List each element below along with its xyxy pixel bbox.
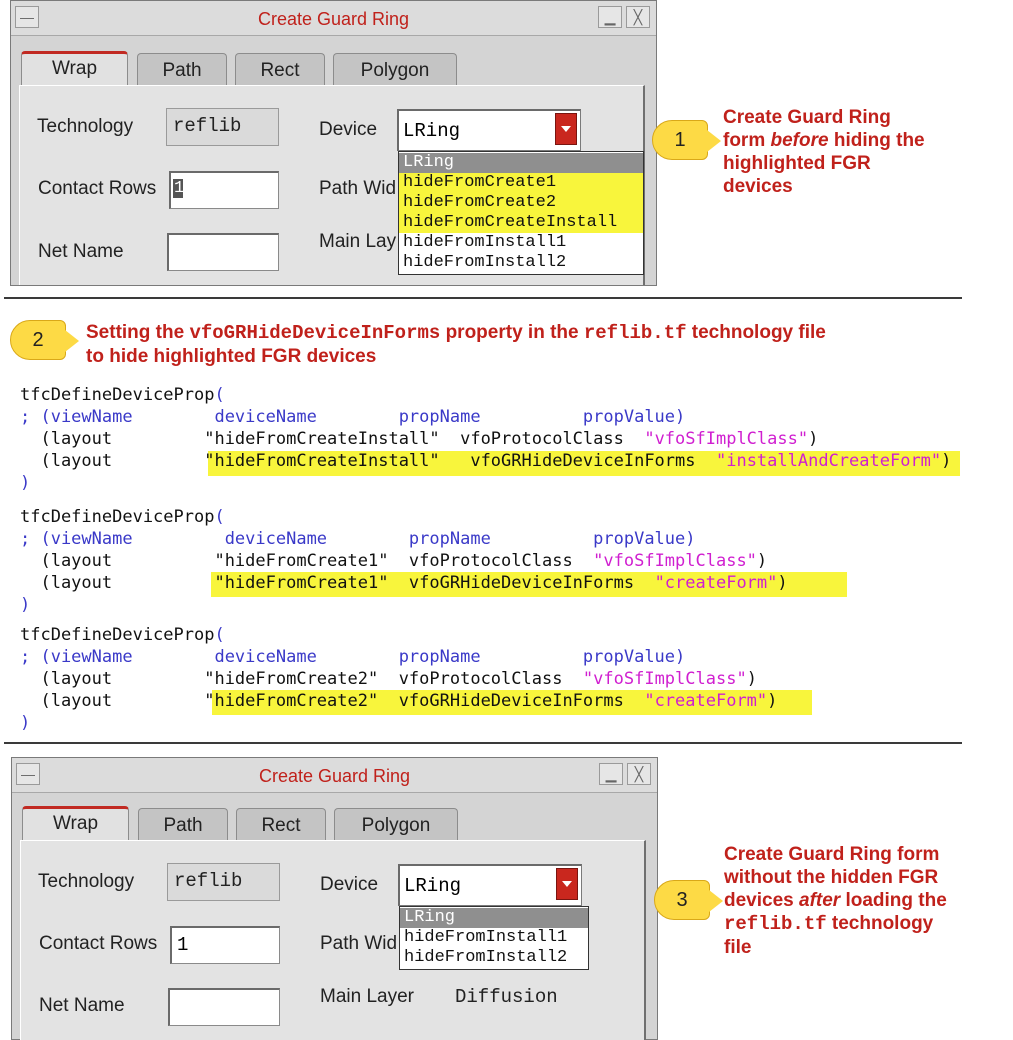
contact-rows-label: Contact Rows <box>38 178 157 199</box>
divider <box>4 297 962 299</box>
code-line: (layout "hideFromCreate2" vfoProtocolClass <box>20 669 583 689</box>
callout-1-badge: 1 <box>652 120 708 160</box>
callout-3-line: Create Guard Ring form <box>724 844 940 865</box>
dropdown-option[interactable]: hideFromInstall2 <box>403 253 567 272</box>
net-name-label: Net Name <box>38 241 124 262</box>
code-line: (layout "hideFromCreate1" vfoGRHideDeviceInForms <box>20 573 655 593</box>
main-layer-label: Main Lay <box>319 231 397 252</box>
close-icon[interactable]: ╳ <box>627 763 651 785</box>
code-header: tfcDefineDeviceProp <box>20 507 215 527</box>
device-label: Device <box>319 119 378 140</box>
callout-1-line: form before hiding the <box>723 130 925 151</box>
code-line: (layout "hideFromCreateInstall" vfoProtocolClass <box>20 429 645 449</box>
tab-wrap[interactable]: Wrap <box>21 51 128 87</box>
dropdown-option[interactable]: hideFromInstall2 <box>404 948 568 967</box>
minimize-icon[interactable]: ▁ <box>599 763 623 785</box>
code-comment: ; (viewName deviceName propName propValue) <box>20 529 696 549</box>
net-name-input[interactable] <box>167 233 279 271</box>
callout-2-badge: 2 <box>10 320 66 360</box>
code-header: tfcDefineDeviceProp <box>20 385 215 405</box>
main-layer-value: Diffusion <box>455 986 558 1008</box>
callout-2-text <box>86 321 826 368</box>
net-name-label: Net Name <box>39 995 125 1016</box>
dropdown-arrow-icon[interactable] <box>555 113 577 145</box>
path-width-label: Path Wid <box>319 178 397 199</box>
device-select[interactable] <box>398 864 582 906</box>
callout-3-line: file <box>724 937 752 958</box>
code-block-3: tfcDefineDeviceProp( ; (viewName deviceName propName propValue) (layout "hideFromCreate2" vfoProtocolClass "vfoSfImplClass") (layout "hideFromCreate2" vfoGRHideDeviceInForms "createForm") ) <box>20 625 778 733</box>
code-header: tfcDefineDeviceProp <box>20 625 215 645</box>
dropdown-option[interactable]: LRing <box>400 908 588 928</box>
window-menu-icon[interactable]: — <box>16 763 40 785</box>
technology-value: reflib <box>173 115 242 137</box>
tab-polygon[interactable]: Polygon <box>333 53 457 89</box>
technology-label: Technology <box>37 116 134 137</box>
callout-2-line: to hide highlighted FGR devices <box>86 346 377 367</box>
dropdown-option[interactable]: hideFromCreateInstall <box>399 213 643 233</box>
minimize-icon[interactable]: ▁ <box>598 6 622 28</box>
title-bar[interactable] <box>12 758 657 793</box>
technology-value: reflib <box>174 870 243 892</box>
contact-rows-label: Contact Rows <box>39 933 158 954</box>
contact-rows-input[interactable] <box>170 926 280 964</box>
callout-1-line: highlighted FGR <box>723 153 871 174</box>
technology-field <box>166 108 279 146</box>
callout-3-line: reflib.tf technology <box>724 913 934 935</box>
top-dialog <box>10 0 657 286</box>
tab-wrap[interactable]: Wrap <box>22 806 129 842</box>
device-dropdown-list <box>398 151 644 275</box>
contact-rows-value: 1 <box>174 179 185 198</box>
device-value: LRing <box>404 875 462 897</box>
tab-rect[interactable]: Rect <box>236 808 326 844</box>
callout-1-line: devices <box>723 176 793 197</box>
window-title: Create Guard Ring <box>258 766 411 786</box>
dropdown-arrow-icon[interactable] <box>556 868 578 900</box>
net-name-input[interactable] <box>168 988 280 1026</box>
path-width-label: Path Wid <box>320 933 398 954</box>
dropdown-option[interactable]: LRing <box>399 153 643 173</box>
tab-rect[interactable]: Rect <box>235 53 325 89</box>
contact-rows-input[interactable] <box>169 171 279 209</box>
bottom-dialog <box>11 757 658 1040</box>
close-icon[interactable]: ╳ <box>626 6 650 28</box>
dropdown-option[interactable]: hideFromInstall1 <box>404 928 568 947</box>
tab-polygon[interactable]: Polygon <box>334 808 458 844</box>
tab-path[interactable]: Path <box>138 808 228 844</box>
callout-3-badge: 3 <box>654 880 710 920</box>
main-layer-label: Main Layer <box>320 986 414 1007</box>
dropdown-option[interactable]: hideFromCreate2 <box>399 193 643 213</box>
callout-3-text <box>724 843 947 959</box>
code-line: (layout "hideFromCreate1" vfoProtocolClass <box>20 551 594 571</box>
callout-2-line: Setting the vfoGRHideDeviceInForms property in the reflib.tf technology file <box>86 322 826 344</box>
tab-path[interactable]: Path <box>137 53 227 89</box>
code-comment: ; (viewName deviceName propName propValue) <box>20 407 686 427</box>
dropdown-option[interactable]: hideFromInstall1 <box>403 233 567 252</box>
code-line: (layout "hideFromCreateInstall" vfoGRHideDeviceInForms <box>20 451 716 471</box>
callout-3-line: without the hidden FGR <box>724 867 939 888</box>
divider <box>4 742 962 744</box>
callout-3-line: devices after loading the <box>724 890 947 911</box>
contact-rows-value: 1 <box>177 934 189 956</box>
device-value: LRing <box>403 120 461 142</box>
callout-1-text <box>723 106 925 198</box>
code-block-2: tfcDefineDeviceProp( ; (viewName deviceName propName propValue) (layout "hideFromCreate1" vfoProtocolClass "vfoSfImplClass") (layout "hideFromCreate1" vfoGRHideDeviceInForms "createForm") ) <box>20 507 788 615</box>
title-bar[interactable] <box>11 1 656 36</box>
window-title: Create Guard Ring <box>257 9 410 29</box>
code-block-1: tfcDefineDeviceProp( ; (viewName deviceName propName propValue) (layout "hideFromCreateInstall" vfoProtocolClass "vfoSfImplClass") (layout "hideFromCreateInstall" vfoGRHideDeviceInForms "installAndCreateForm") ) <box>20 385 952 493</box>
window-menu-icon[interactable]: — <box>15 6 39 28</box>
device-select[interactable] <box>397 109 581 151</box>
technology-field <box>167 863 280 901</box>
code-comment: ; (viewName deviceName propName propValue) <box>20 647 686 667</box>
device-label: Device <box>320 874 379 895</box>
code-line: (layout "hideFromCreate2" vfoGRHideDeviceInForms <box>20 691 645 711</box>
device-dropdown-list <box>399 906 589 970</box>
callout-1-line: Create Guard Ring <box>723 107 891 128</box>
dropdown-option[interactable]: hideFromCreate1 <box>399 173 643 193</box>
technology-label: Technology <box>38 871 135 892</box>
